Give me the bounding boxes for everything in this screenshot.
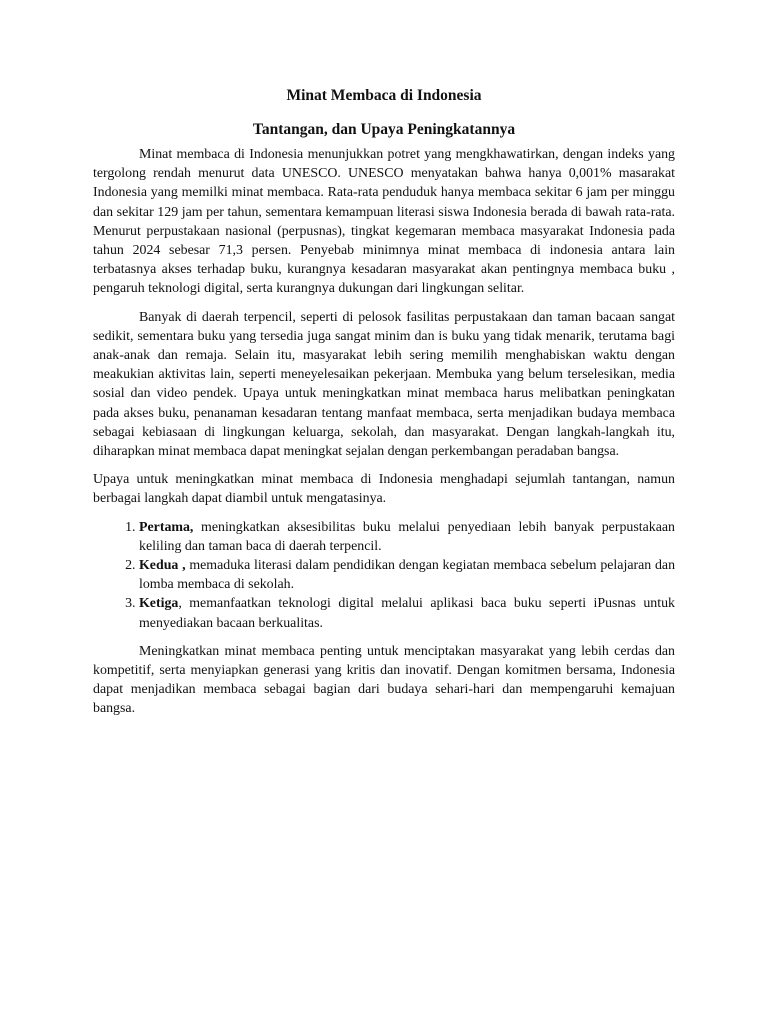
efforts-list xyxy=(93,518,675,633)
list-item xyxy=(139,556,675,594)
paragraph-causes: Banyak di daerah terpencil, seperti di pelosok fasilitas perpustakaan dan taman bacaan sangat sedikit, sementara buku yang tersedia juga sangat minim dan is buku yang tidak menarik, terutama bagi anak-anak dan remaja. Selain itu, masyarakat lebih sering memilih menghabiskan waktu dengan meakukian aktivitas lain, seperti meneyelesaikan pekerjaan. Membuka yang belum terselesikan, media sosial dan video pendek. Upaya untuk meningkatkan minat membaca harus melibatkan peningkatan pada akses buku, penanaman kesadaran tentang manfaat membaca, serta menjadikan budaya membaca sebagai kebiasaan di lingkungan keluarga, sekolah, dan masyarakat. Dengan langkah-langkah itu, diharapkan minat membaca dapat meningkat sejalan dengan perkembangan peradaban bangsa. xyxy=(93,309,675,460)
list-item xyxy=(139,518,675,556)
document-subtitle: Tantangan, dan Upaya Peningkatannya xyxy=(252,121,516,138)
paragraph-intro: Minat membaca di Indonesia menunjukkan potret yang mengkhawatirkan, dengan indeks yang tergolong rendah menurut data UNESCO. UNESCO menyatakan bahwa hanya 0,001% masarakat Indonesia yang memilki minat membaca. Rata-rata penduduk hanya membaca sekitar 6 jam per minggu dan sekitar 129 jam per tahun, sementara kemampuan literasi siswa Indonesia berada di bawah rata-rata. Menurut perpustakaan nasional (perpusnas), tingkat kegemaran membaca masyarakat Indonesia pada tahun 2024 sebesar 71,3 persen. Penyebab minimnya minat membaca di indonesia antara lain terbatasnya akses terhadap buku, kurangnya kesadaran masyarakat akan pentingnya membaca buku , pengaruh teknologi digital, serta kurangnya dukungan dari lingkungan selitar. xyxy=(93,147,675,297)
list-item-lead: Ketiga xyxy=(139,596,179,612)
paragraph-closing: Meningkatkan minat membaca penting untuk menciptakan masyarakat yang lebih cerdas dan kompetitif, serta menyiapkan generasi yang kritis dan inovatif. Dengan komitmen bersama, Indonesia dapat menjadikan membaca sebagai bagian dari budaya sehari-hari dan mempengaruhi kemajuan bangsa. xyxy=(93,643,675,717)
list-item-text: memaduka literasi dalam pendidikan dengan kegiatan membaca sebelum pelajaran dan lomba membaca di sekolah. xyxy=(139,558,676,593)
document-page xyxy=(93,86,675,728)
list-item xyxy=(139,594,675,632)
paragraph-efforts: Upaya untuk meningkatkan minat membaca di Indonesia menghadapi sejumlah tantangan, namun berbagai langkah dapat diambil untuk mengatasinya. xyxy=(93,472,675,507)
list-item-lead: Pertama, xyxy=(139,519,194,535)
list-item-text: meningkatkan aksesibilitas buku melalui penyediaan lebih banyak perpustakaan keliling dan taman baca di daerah terpencil. xyxy=(139,519,675,554)
list-item-text: , memanfaatkan teknologi digital melalui aplikasi baca buku seperti iPusnas untuk menyediakan bacaan berkualitas. xyxy=(139,596,675,631)
list-item-lead: Kedua , xyxy=(139,558,186,574)
document-title: Minat Membaca di Indonesia xyxy=(286,87,482,104)
